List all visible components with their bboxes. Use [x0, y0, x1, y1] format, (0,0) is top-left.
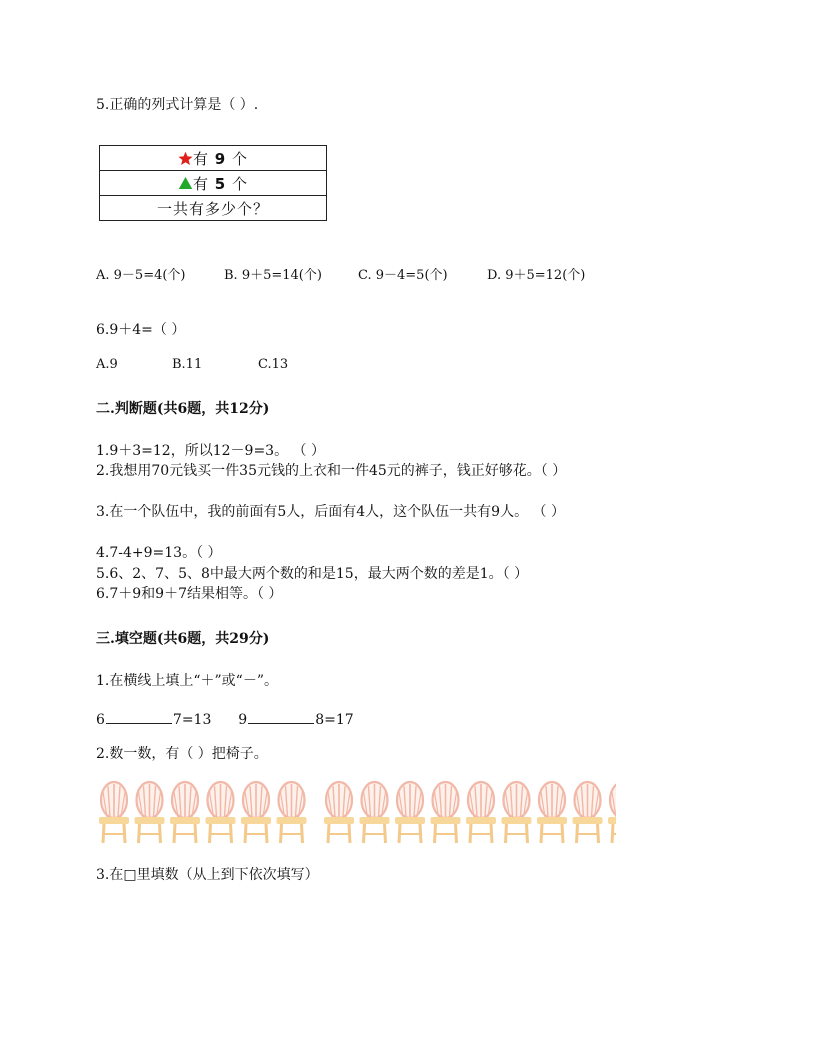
q6-stem: 6.9＋4=（ ）	[96, 322, 186, 338]
q6-option-c: C.13	[258, 357, 289, 372]
eq1-blank[interactable]	[106, 710, 172, 724]
green-triangle-icon	[178, 176, 193, 190]
chair-icon	[277, 782, 307, 843]
chair-icon	[324, 782, 354, 843]
section3-heading: 三.填空题(共6题，共29分)	[96, 631, 270, 647]
fill-q3-stem: 3.在□里填数（从上到下依次填写）	[96, 867, 319, 883]
row2-text-b: 个	[232, 174, 249, 193]
chair-icon	[170, 782, 200, 843]
chair-icon	[241, 782, 271, 843]
given-info-table	[99, 145, 327, 221]
judge-item-2: 2.我想用70元钱买一件35元钱的上衣和一件45元的裤子，钱正好够花。（ ）	[96, 463, 567, 479]
table-row	[100, 146, 327, 171]
eq2-blank[interactable]	[248, 710, 314, 724]
q5-option-d: D. 9＋5=12(个)	[487, 268, 586, 283]
chair-icon	[573, 782, 603, 843]
chair-icon	[360, 782, 390, 843]
q5-option-c: C. 9－4=5(个)	[358, 268, 448, 283]
judge-item-4: 4.7-4+9=13。（ ）	[96, 545, 222, 561]
row2-num: 5	[214, 174, 227, 193]
chairs-illustration	[96, 780, 616, 844]
q6-option-b: B.11	[172, 357, 203, 372]
fill-q2-stem: 2.数一数，有（ ）把椅子。	[96, 746, 268, 762]
judge-item-3: 3.在一个队伍中，我的前面有5人，后面有4人，这个队伍一共有9人。 （ ）	[96, 504, 565, 520]
judge-item-1: 1.9＋3=12，所以12－9=3。 （ ）	[96, 443, 325, 459]
chair-icon	[99, 782, 129, 843]
table-row	[100, 196, 327, 221]
judge-item-5: 5.6、2、7、5、8中最大两个数的和是15，最大两个数的差是1。（ ）	[96, 566, 529, 582]
q5-option-b: B. 9＋5=14(个)	[224, 268, 322, 283]
row1-text-b: 个	[232, 149, 249, 168]
chair-icon	[466, 782, 496, 843]
chair-icon	[206, 782, 236, 843]
q5-stem: 5.正确的列式计算是（ ）.	[96, 97, 259, 113]
judge-item-6: 6.7＋9和9＋7结果相等。（ ）	[96, 586, 283, 602]
eq2-right: 8=17	[315, 712, 354, 728]
chair-icon	[431, 782, 461, 843]
chair-icon	[608, 782, 616, 843]
row2-text-a: 有	[192, 174, 209, 193]
eq1-right: 7=13	[172, 712, 212, 728]
fill-q1-stem: 1.在横线上填上“＋”或“－”。	[96, 673, 278, 689]
fill-q1-equations	[96, 710, 354, 729]
q6-option-a: A.9	[96, 357, 118, 372]
row3-text: 一共有多少个？	[100, 196, 327, 221]
row1-num: 9	[214, 149, 227, 168]
chair-icon	[395, 782, 425, 843]
chair-icon	[502, 782, 532, 843]
table-row	[100, 171, 327, 196]
eq2-left: 9	[238, 712, 248, 728]
q5-option-a: A. 9－5=4(个)	[96, 268, 186, 283]
section2-heading: 二.判断题(共6题，共12分)	[96, 401, 270, 417]
chair-icon	[135, 782, 165, 843]
red-star-icon	[178, 151, 193, 166]
chair-icon	[537, 782, 567, 843]
row1-text-a: 有	[192, 149, 209, 168]
eq1-left: 6	[96, 712, 105, 728]
